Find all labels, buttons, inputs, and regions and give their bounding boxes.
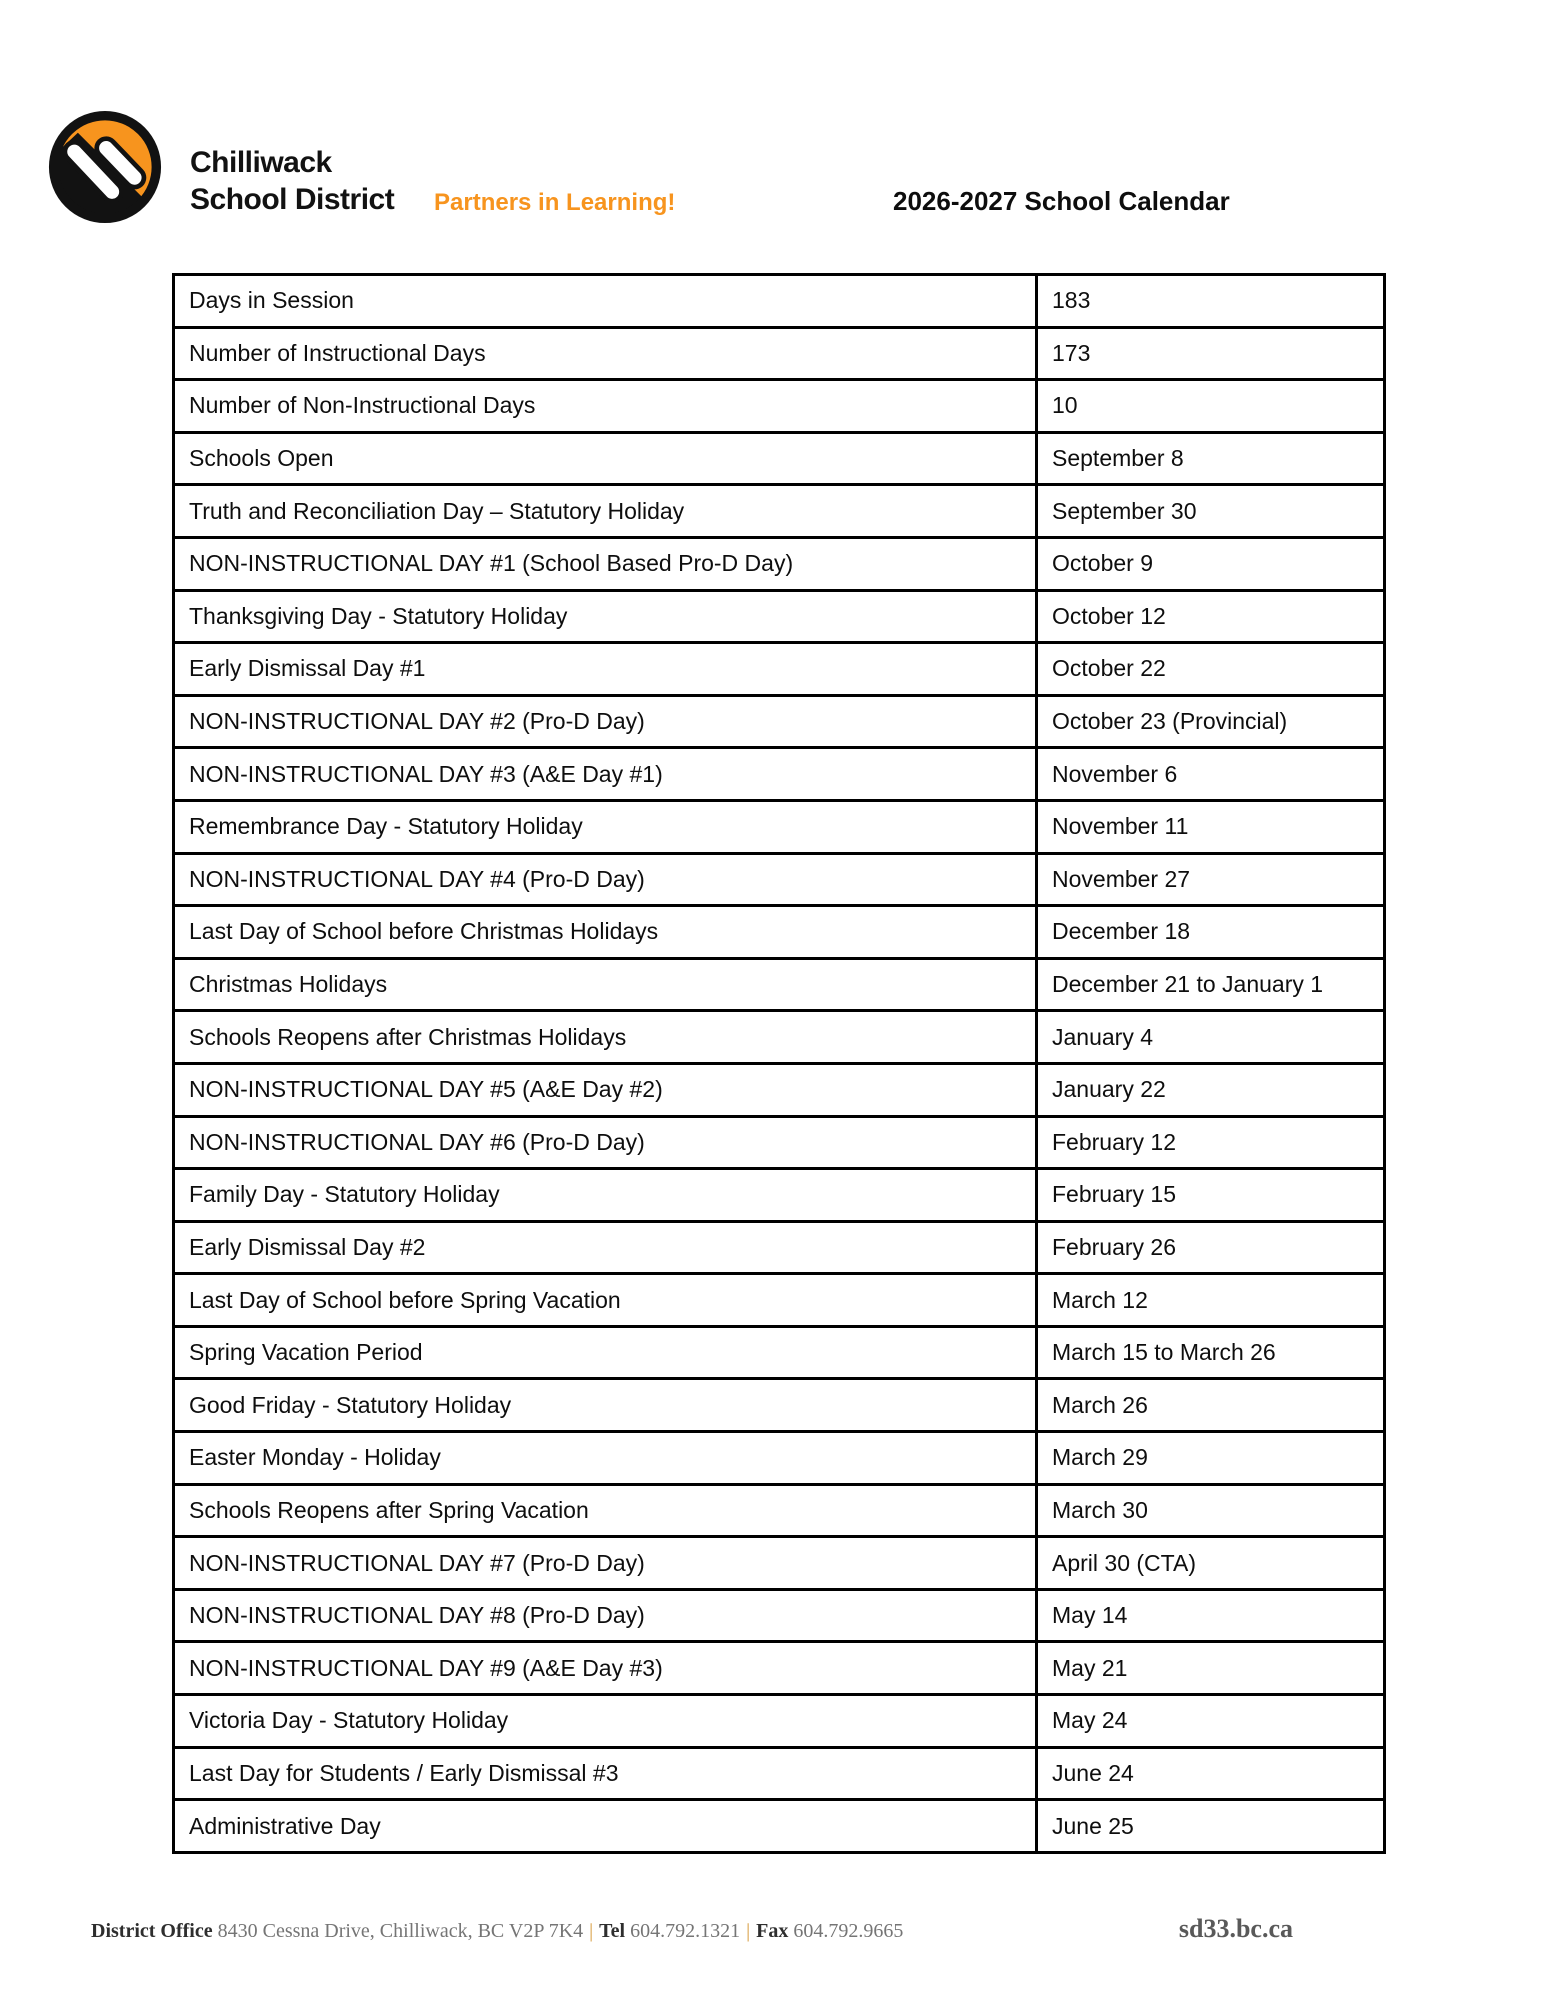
footer-contact (91, 1920, 903, 1943)
event-label: Spring Vacation Period (174, 1326, 1037, 1379)
table-row (174, 643, 1385, 696)
event-date: December 18 (1037, 906, 1385, 959)
event-date: October 22 (1037, 643, 1385, 696)
table-row (174, 1484, 1385, 1537)
district-logo-icon (46, 108, 164, 226)
event-date: 10 (1037, 380, 1385, 433)
event-date: December 21 to January 1 (1037, 958, 1385, 1011)
event-label: Administrative Day (174, 1800, 1037, 1853)
event-date: June 25 (1037, 1800, 1385, 1853)
table-row (174, 800, 1385, 853)
event-label: Number of Instructional Days (174, 327, 1037, 380)
event-label: Number of Non-Instructional Days (174, 380, 1037, 433)
event-date: October 9 (1037, 537, 1385, 590)
website: sd33.bc.ca (1178, 1914, 1293, 1943)
event-label: Remembrance Day - Statutory Holiday (174, 800, 1037, 853)
event-date: November 11 (1037, 800, 1385, 853)
event-label: Schools Open (174, 432, 1037, 485)
event-label: NON-INSTRUCTIONAL DAY #7 (Pro-D Day) (174, 1537, 1037, 1590)
calendar-table-body (174, 275, 1385, 1853)
event-date: March 12 (1037, 1274, 1385, 1327)
brand-line1: Chilliwack (190, 146, 332, 179)
table-row (174, 1011, 1385, 1064)
event-date: March 29 (1037, 1432, 1385, 1485)
table-row (174, 748, 1385, 801)
tel-label: Tel (599, 1920, 626, 1942)
event-label: Days in Session (174, 275, 1037, 328)
event-date: March 26 (1037, 1379, 1385, 1432)
event-label: Early Dismissal Day #1 (174, 643, 1037, 696)
event-label: NON-INSTRUCTIONAL DAY #5 (A&E Day #2) (174, 1063, 1037, 1116)
event-label: Early Dismissal Day #2 (174, 1221, 1037, 1274)
event-date: October 12 (1037, 590, 1385, 643)
brand-line2: School District (190, 183, 395, 216)
event-label: Schools Reopens after Christmas Holidays (174, 1011, 1037, 1064)
table-row (174, 380, 1385, 433)
event-label: Easter Monday - Holiday (174, 1432, 1037, 1485)
event-label: Truth and Reconciliation Day – Statutory Holiday (174, 485, 1037, 538)
event-date: February 15 (1037, 1169, 1385, 1222)
table-row (174, 853, 1385, 906)
event-date: January 4 (1037, 1011, 1385, 1064)
event-label: Family Day - Statutory Holiday (174, 1169, 1037, 1222)
footer-separator-1: | (589, 1920, 594, 1942)
event-date: September 30 (1037, 485, 1385, 538)
table-row (174, 485, 1385, 538)
table-row (174, 590, 1385, 643)
table-row (174, 1274, 1385, 1327)
page-title: 2026-2027 School Calendar (893, 186, 1230, 216)
event-date: May 14 (1037, 1589, 1385, 1642)
event-label: Last Day of School before Christmas Holidays (174, 906, 1037, 959)
event-date: May 24 (1037, 1695, 1385, 1748)
table-row (174, 906, 1385, 959)
footer (91, 1914, 1293, 1944)
table-row (174, 1063, 1385, 1116)
event-label: Schools Reopens after Spring Vacation (174, 1484, 1037, 1537)
event-date: November 27 (1037, 853, 1385, 906)
table-row (174, 695, 1385, 748)
table-row (174, 1537, 1385, 1590)
event-label: NON-INSTRUCTIONAL DAY #3 (A&E Day #1) (174, 748, 1037, 801)
event-label: Last Day of School before Spring Vacation (174, 1274, 1037, 1327)
event-date: October 23 (Provincial) (1037, 695, 1385, 748)
table-row (174, 1379, 1385, 1432)
table-row (174, 1747, 1385, 1800)
event-label: Victoria Day - Statutory Holiday (174, 1695, 1037, 1748)
fax-label: Fax (756, 1920, 789, 1942)
table-row (174, 1221, 1385, 1274)
brand-name (190, 144, 394, 218)
tagline: Partners in Learning! (434, 189, 676, 216)
event-label: NON-INSTRUCTIONAL DAY #1 (School Based Pro-D Day) (174, 537, 1037, 590)
office-address: 8430 Cessna Drive, Chilliwack, BC V2P 7K4 (217, 1920, 584, 1942)
calendar-table (172, 273, 1386, 1854)
table-row (174, 1432, 1385, 1485)
table-row (174, 537, 1385, 590)
event-date: February 26 (1037, 1221, 1385, 1274)
table-row (174, 1695, 1385, 1748)
event-label: Last Day for Students / Early Dismissal #3 (174, 1747, 1037, 1800)
event-label: NON-INSTRUCTIONAL DAY #8 (Pro-D Day) (174, 1589, 1037, 1642)
table-row (174, 432, 1385, 485)
table-row (174, 1589, 1385, 1642)
event-date: 173 (1037, 327, 1385, 380)
event-label: NON-INSTRUCTIONAL DAY #9 (A&E Day #3) (174, 1642, 1037, 1695)
event-date: September 8 (1037, 432, 1385, 485)
tel-number: 604.792.1321 (630, 1920, 741, 1942)
table-row (174, 327, 1385, 380)
event-date: 183 (1037, 275, 1385, 328)
event-label: Christmas Holidays (174, 958, 1037, 1011)
table-row (174, 275, 1385, 328)
table-row (174, 1800, 1385, 1853)
event-label: NON-INSTRUCTIONAL DAY #6 (Pro-D Day) (174, 1116, 1037, 1169)
event-date: May 21 (1037, 1642, 1385, 1695)
office-label: District Office (91, 1920, 213, 1942)
table-row (174, 958, 1385, 1011)
event-date: April 30 (CTA) (1037, 1537, 1385, 1590)
table-row (174, 1326, 1385, 1379)
footer-separator-2: | (746, 1920, 751, 1942)
event-label: NON-INSTRUCTIONAL DAY #4 (Pro-D Day) (174, 853, 1037, 906)
event-label: Thanksgiving Day - Statutory Holiday (174, 590, 1037, 643)
table-row (174, 1642, 1385, 1695)
event-date: November 6 (1037, 748, 1385, 801)
event-date: June 24 (1037, 1747, 1385, 1800)
event-date: March 30 (1037, 1484, 1385, 1537)
event-date: January 22 (1037, 1063, 1385, 1116)
event-date: March 15 to March 26 (1037, 1326, 1385, 1379)
table-row (174, 1169, 1385, 1222)
event-label: NON-INSTRUCTIONAL DAY #2 (Pro-D Day) (174, 695, 1037, 748)
event-date: February 12 (1037, 1116, 1385, 1169)
fax-number: 604.792.9665 (793, 1920, 904, 1942)
table-row (174, 1116, 1385, 1169)
event-label: Good Friday - Statutory Holiday (174, 1379, 1037, 1432)
